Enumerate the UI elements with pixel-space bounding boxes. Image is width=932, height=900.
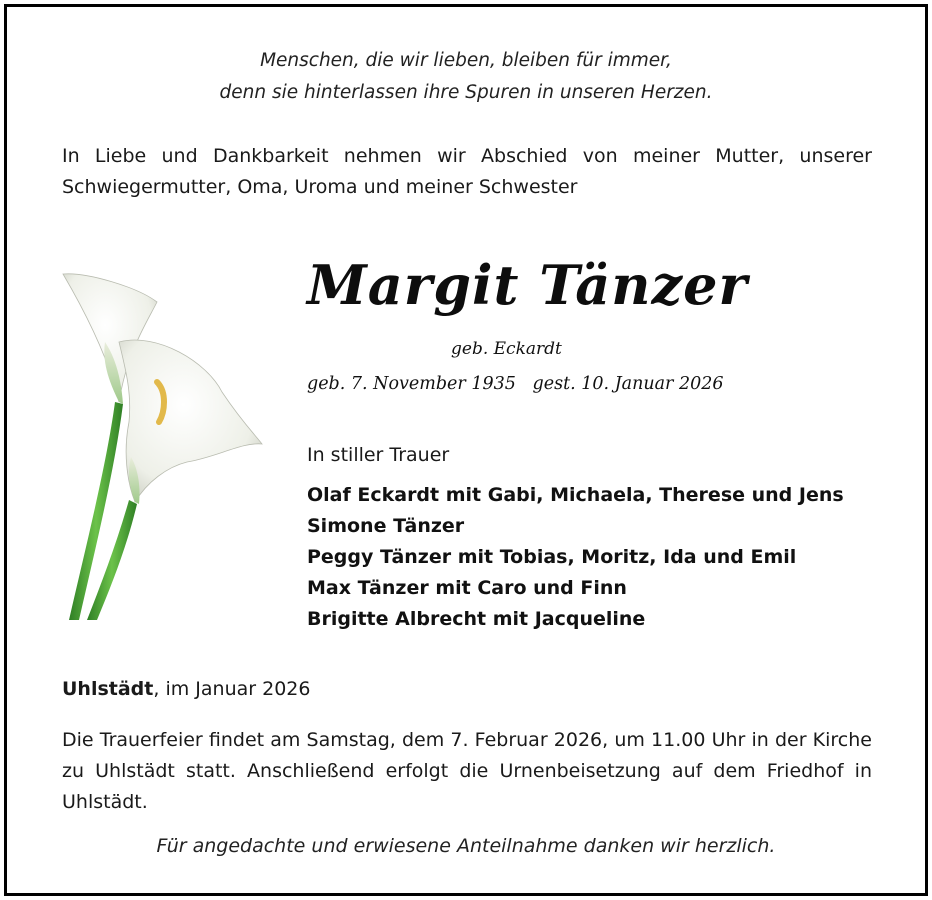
mourners-list: [307, 480, 844, 635]
maiden-name: geb. Eckardt: [451, 339, 562, 359]
mourning-label: In stiller Trauer: [307, 444, 450, 466]
place-town: Uhlstädt: [62, 678, 154, 700]
motto-line-1: Menschen, die wir lieben, bleiben für immer,: [260, 50, 672, 71]
deceased-name: Margit Tänzer: [307, 253, 748, 317]
funeral-info: Die Trauerfeier findet am Samstag, dem 7. Februar 2026, um 11.00 Uhr in der Kirche zu Uhlstädt statt. Anschließend erfolgt die Urnenbeisetzung auf dem Friedhof in Uhlstädt.: [62, 729, 872, 813]
intro-text: In Liebe und Dankbarkeit nehmen wir Abschied von meiner Mutter, unserer Schwiegermutter, Oma, Uroma und meiner Schwester: [62, 145, 872, 198]
list-item: Simone Tänzer: [307, 515, 465, 537]
list-item: Max Tänzer mit Caro und Finn: [307, 577, 627, 599]
obituary-frame: [4, 4, 928, 896]
calla-lily-image: [57, 262, 267, 622]
list-item: Peggy Tänzer mit Tobias, Moritz, Ida und Emil: [307, 546, 797, 568]
list-item: Olaf Eckardt mit Gabi, Michaela, Therese und Jens: [307, 484, 844, 506]
place-date: [62, 674, 310, 704]
motto: [7, 45, 925, 109]
list-item: Brigitte Albrecht mit Jacqueline: [307, 608, 646, 630]
motto-line-2: denn sie hinterlassen ihre Spuren in unseren Herzen.: [219, 82, 713, 103]
life-dates: geb. 7. November 1935 gest. 10. Januar 2026: [307, 374, 724, 394]
place-date-text: , im Januar 2026: [153, 678, 311, 700]
thanks-text: Für angedachte und erwiesene Anteilnahme danken wir herzlich.: [156, 835, 776, 857]
